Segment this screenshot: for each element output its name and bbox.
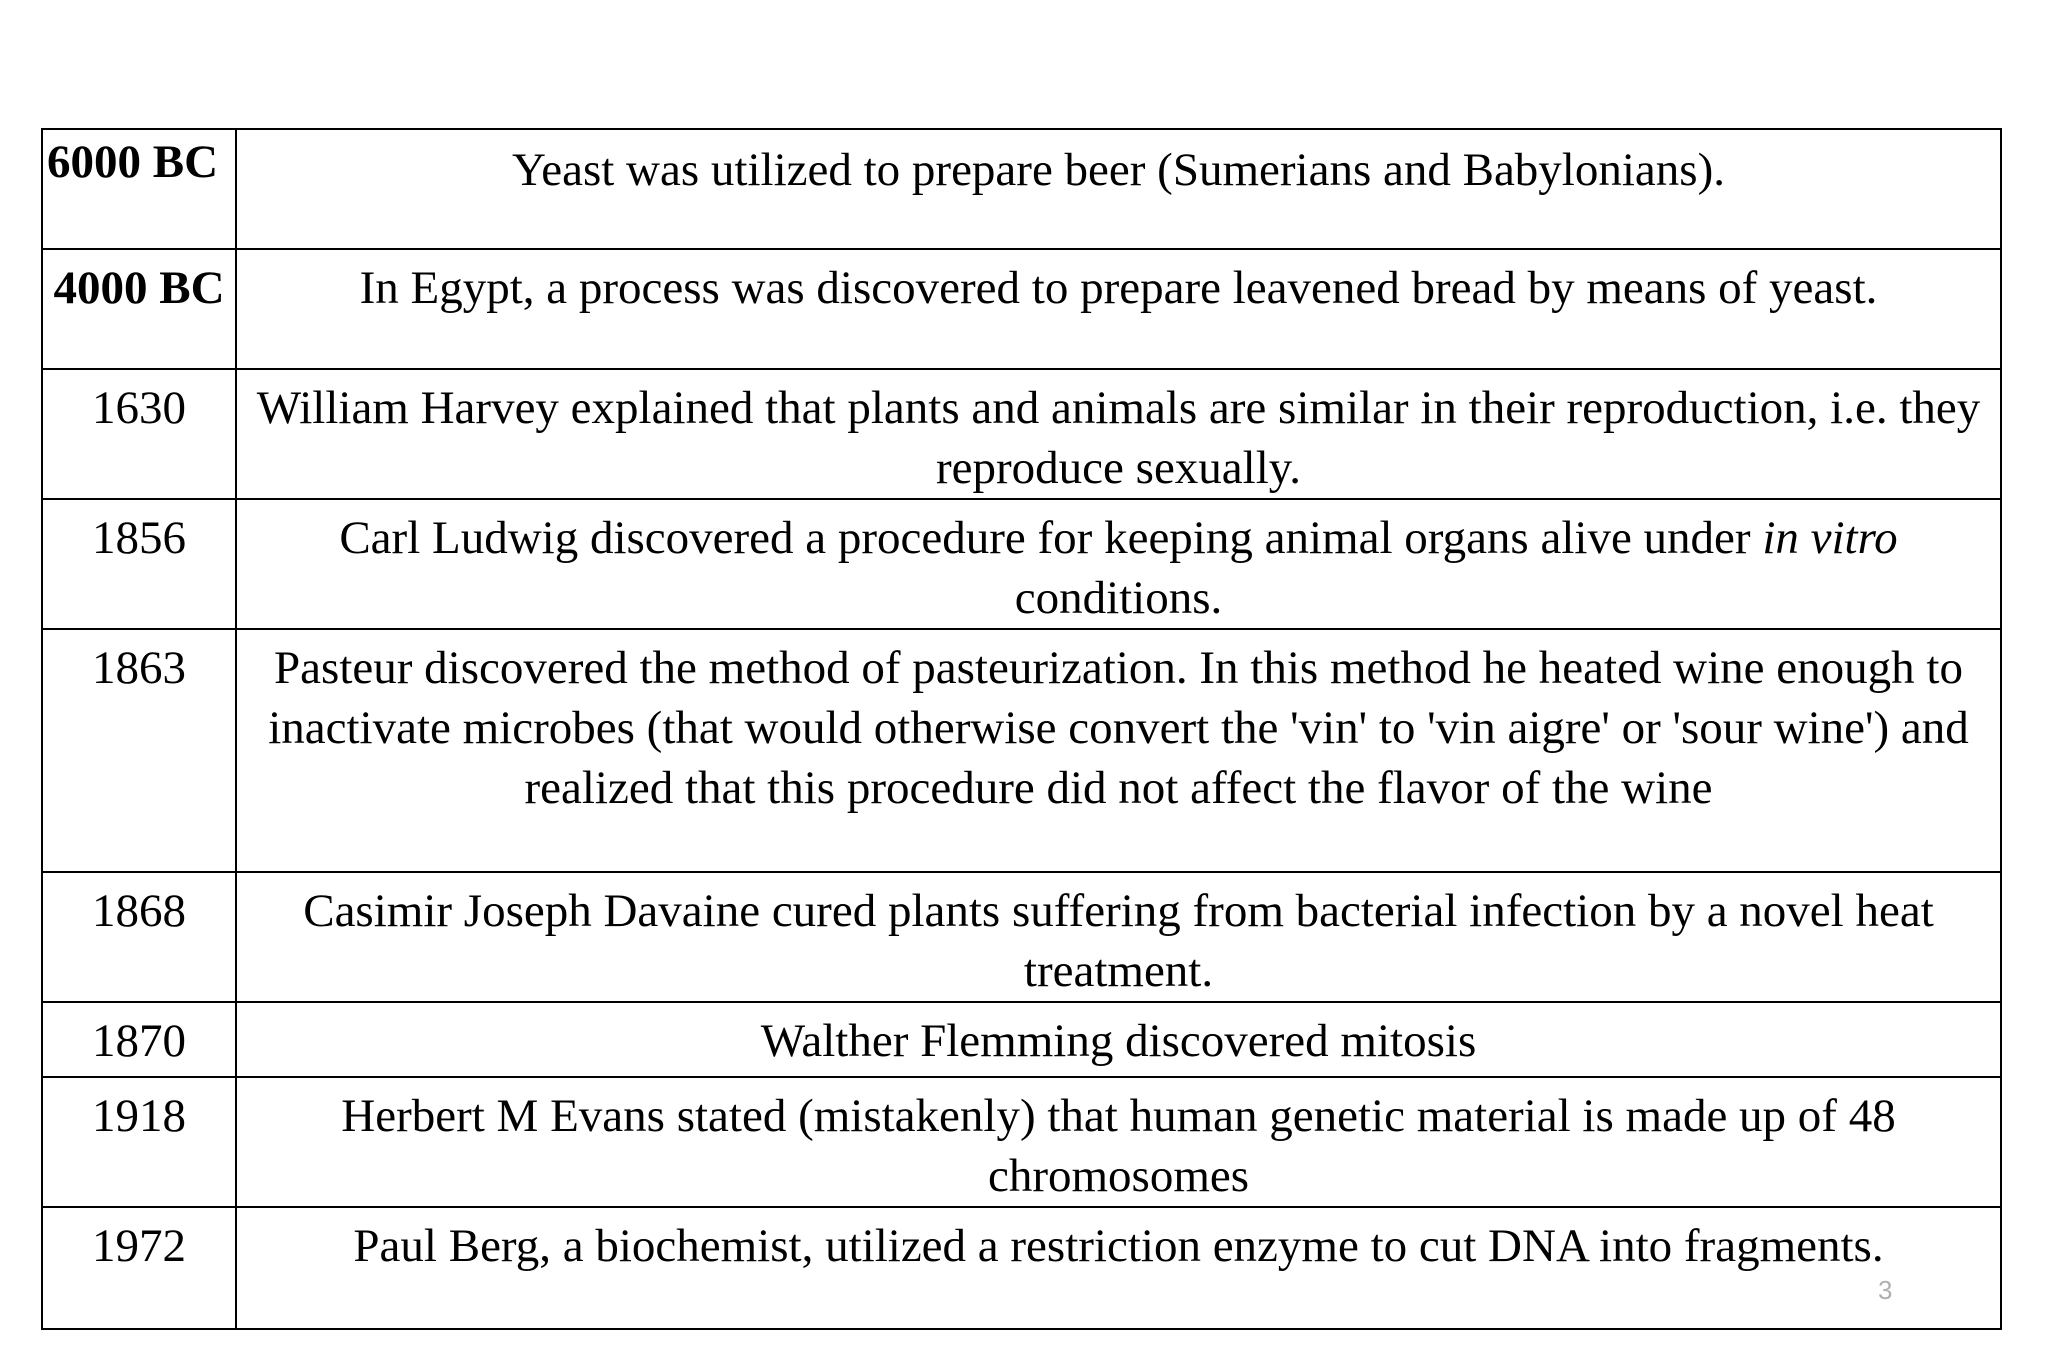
event-cell: Casimir Joseph Davaine cured plants suffering from bacterial infection by a novel heat treatment.	[236, 872, 2001, 1002]
event-cell: William Harvey explained that plants and animals are similar in their reproduction, i.e. they reproduce sexually.	[236, 369, 2001, 499]
table-row	[42, 369, 2001, 499]
table-row	[42, 1002, 2001, 1077]
page-number: 3	[1878, 1275, 1893, 1305]
year-cell: 1972	[42, 1207, 236, 1329]
table-row	[42, 1207, 2001, 1329]
table-row	[42, 499, 2001, 629]
table-row	[42, 629, 2001, 872]
event-text: Carl Ludwig discovered a procedure for keeping animal organs alive under	[339, 512, 1763, 564]
event-cell: Yeast was utilized to prepare beer (Sumerians and Babylonians).	[236, 129, 2001, 249]
table-row	[42, 249, 2001, 369]
year-cell: 6000 BC	[42, 129, 236, 249]
event-cell: Walther Flemming discovered mitosis	[236, 1002, 2001, 1077]
event-cell: Pasteur discovered the method of pasteurization. In this method he heated wine enough to inactivate microbes (that would otherwise convert the 'vin' to 'vin aigre' or 'sour wine') and realized that this procedure did not affect the flavor of the wine	[236, 629, 2001, 872]
event-cell: Paul Berg, a biochemist, utilized a restriction enzyme to cut DNA into fragments.	[236, 1207, 2001, 1329]
table-row	[42, 129, 2001, 249]
year-cell: 1856	[42, 499, 236, 629]
table-row	[42, 872, 2001, 1002]
table-row	[42, 1077, 2001, 1207]
year-cell: 1868	[42, 872, 236, 1002]
event-text: conditions.	[1014, 572, 1223, 624]
event-cell: In Egypt, a process was discovered to prepare leavened bread by means of yeast.	[236, 249, 2001, 369]
event-italic-text: in vitro	[1762, 512, 1898, 564]
event-cell: Herbert M Evans stated (mistakenly) that human genetic material is made up of 48 chromosomes	[236, 1077, 2001, 1207]
year-cell: 1863	[42, 629, 236, 872]
year-cell: 1630	[42, 369, 236, 499]
timeline-table	[41, 128, 2002, 1330]
year-cell: 1918	[42, 1077, 236, 1207]
year-cell: 1870	[42, 1002, 236, 1077]
event-cell	[236, 499, 2001, 629]
year-cell: 4000 BC	[42, 249, 236, 369]
